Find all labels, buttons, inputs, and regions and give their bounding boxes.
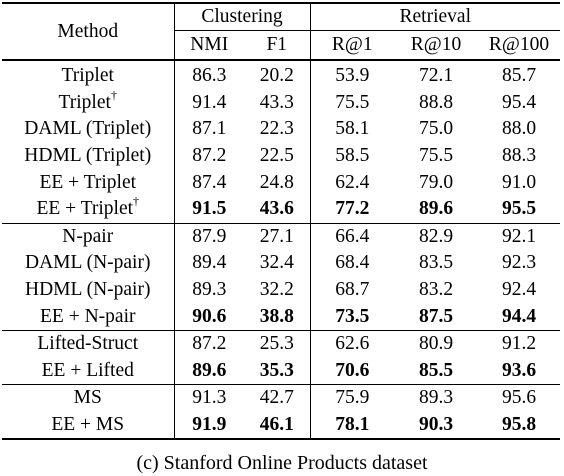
method-cell [2,60,174,90]
method-header: Method [2,3,174,60]
table-row [2,358,560,385]
value-cell-r100: 95.6 [478,385,560,412]
method-cell [2,358,174,385]
value-cell-r1: 62.6 [310,330,394,357]
value-cell-r1: 70.6 [335,359,370,381]
col-header-r10: R@10 [394,31,478,61]
value-cell-f1: 46.1 [244,412,310,440]
value-cell-r10: 88.8 [418,91,454,113]
value-cell-r1: 62.4 [335,171,370,193]
value-cell-r10: 75.5 [418,145,454,167]
method-name: Lifted-Struct [37,333,139,355]
value-cell-r10: 82.9 [394,223,478,250]
value-cell-nmi: 91.9 [174,412,244,440]
dagger-mark: † [133,194,140,209]
value-cell-nmi: 87.9 [174,223,244,250]
value-cell-r100: 95.4 [501,91,537,113]
value-cell-r1: 68.7 [335,279,370,301]
value-cell-f1: 27.1 [244,223,310,250]
method-name: HDML (Triplet) [24,145,152,167]
value-cell-r100: 91.2 [478,330,560,357]
value-cell-f1: 22.3 [244,116,310,143]
value-cell-r100: 93.6 [501,359,537,381]
method-name: Triplet [61,65,114,87]
value-cell-r1: 78.1 [310,412,394,440]
method-name: Triplet [58,91,111,113]
col-header-r1: R@1 [310,31,394,61]
value-cell-r1: 53.9 [310,60,394,90]
results-body [2,60,560,439]
table-caption: (c) Stanford Online Products dataset [136,452,428,474]
method-name: EE + Triplet [39,171,137,193]
value-cell-f1: 20.2 [244,60,310,90]
method-cell [2,303,174,330]
method-name: N-pair [62,225,114,247]
table-row [2,330,560,357]
table-row [2,196,560,223]
value-cell-nmi: 87.2 [174,330,244,357]
value-cell-r10: 89.3 [394,385,478,412]
method-name: MS [73,387,102,409]
value-cell-nmi: 86.3 [174,60,244,90]
value-cell-f1: 22.5 [244,143,310,170]
value-cell-r100: 95.5 [501,198,537,220]
method-cell [2,330,174,357]
retrieval-header: Retrieval [310,3,560,31]
value-cell-r10: 79.0 [418,171,454,193]
value-cell-r100: 92.3 [501,252,537,274]
table-row [2,277,560,304]
method-cell [2,116,174,143]
value-cell-r10: 87.5 [418,305,454,327]
value-cell-f1: 43.3 [244,90,310,117]
value-cell-f1: 32.2 [244,277,310,304]
value-cell-r100: 88.0 [501,118,537,140]
value-cell-nmi: 90.6 [192,305,227,327]
method-cell [2,169,174,196]
value-cell-nmi: 89.6 [192,359,227,381]
table-row [2,223,560,250]
method-name: HDML (N-pair) [25,279,151,301]
clustering-header: Clustering [174,3,310,31]
method-name: DAML (N-pair) [25,252,151,274]
value-cell-f1: 43.6 [244,196,310,223]
method-cell [2,223,174,250]
value-cell-r100: 92.4 [501,279,537,301]
value-cell-f1: 24.8 [244,169,310,196]
table-row [2,250,560,277]
value-cell-nmi: 91.3 [174,385,244,412]
value-cell-nmi: 91.4 [192,91,227,113]
value-cell-nmi: 89.4 [192,252,227,274]
value-cell-r10: 83.2 [418,279,454,301]
method-name: EE + Lifted [41,359,134,381]
value-cell-nmi: 87.2 [192,145,227,167]
table-row [2,60,560,90]
value-cell-r1: 58.1 [335,118,370,140]
value-cell-r10: 90.3 [394,412,478,440]
value-cell-r1: 73.5 [335,305,370,327]
value-cell-r100: 94.4 [501,305,537,327]
col-header-nmi: NMI [174,31,244,61]
value-cell-r1: 75.9 [310,385,394,412]
method-cell [2,196,174,223]
method-cell [2,412,174,440]
value-cell-r1: 66.4 [310,223,394,250]
table-row [2,303,560,330]
col-header-r100: R@100 [478,31,560,61]
value-cell-nmi: 91.5 [192,198,227,220]
method-name: DAML (Triplet) [24,118,152,140]
value-cell-r10: 75.0 [418,118,454,140]
table-row [2,412,560,440]
method-cell [2,87,174,117]
method-cell [2,385,174,412]
value-cell-r1: 68.4 [335,252,370,274]
value-cell-r100: 92.1 [478,223,560,250]
method-name: EE + N-pair [40,305,136,327]
value-cell-f1: 35.3 [244,358,310,385]
value-cell-r10: 83.5 [418,252,454,274]
col-header-f1: F1 [244,31,310,61]
value-cell-f1: 25.3 [244,330,310,357]
dagger-mark: † [110,87,117,102]
value-cell-r1: 77.2 [335,198,370,220]
results-table [2,2,560,440]
method-name: EE + Triplet [36,198,134,220]
table-row [2,116,560,143]
table-row [2,143,560,170]
table-row [2,169,560,196]
value-cell-f1: 38.8 [244,303,310,330]
value-cell-r100: 85.7 [478,60,560,90]
value-cell-r10: 85.5 [418,359,454,381]
table-row [2,385,560,412]
method-name: EE + MS [51,414,125,436]
method-cell [2,250,174,277]
value-cell-f1: 32.4 [244,250,310,277]
value-cell-r1: 75.5 [335,91,370,113]
value-cell-nmi: 89.3 [192,279,227,301]
value-cell-r100: 95.8 [478,412,560,440]
value-cell-nmi: 87.1 [192,118,227,140]
value-cell-f1: 42.7 [244,385,310,412]
value-cell-r100: 88.3 [501,145,537,167]
value-cell-r10: 80.9 [394,330,478,357]
method-cell [2,143,174,170]
method-cell [2,277,174,304]
table-row [2,90,560,117]
value-cell-nmi: 87.4 [192,171,227,193]
value-cell-r100: 91.0 [501,171,537,193]
value-cell-r1: 58.5 [335,145,370,167]
value-cell-r10: 72.1 [394,60,478,90]
value-cell-r10: 89.6 [418,198,454,220]
